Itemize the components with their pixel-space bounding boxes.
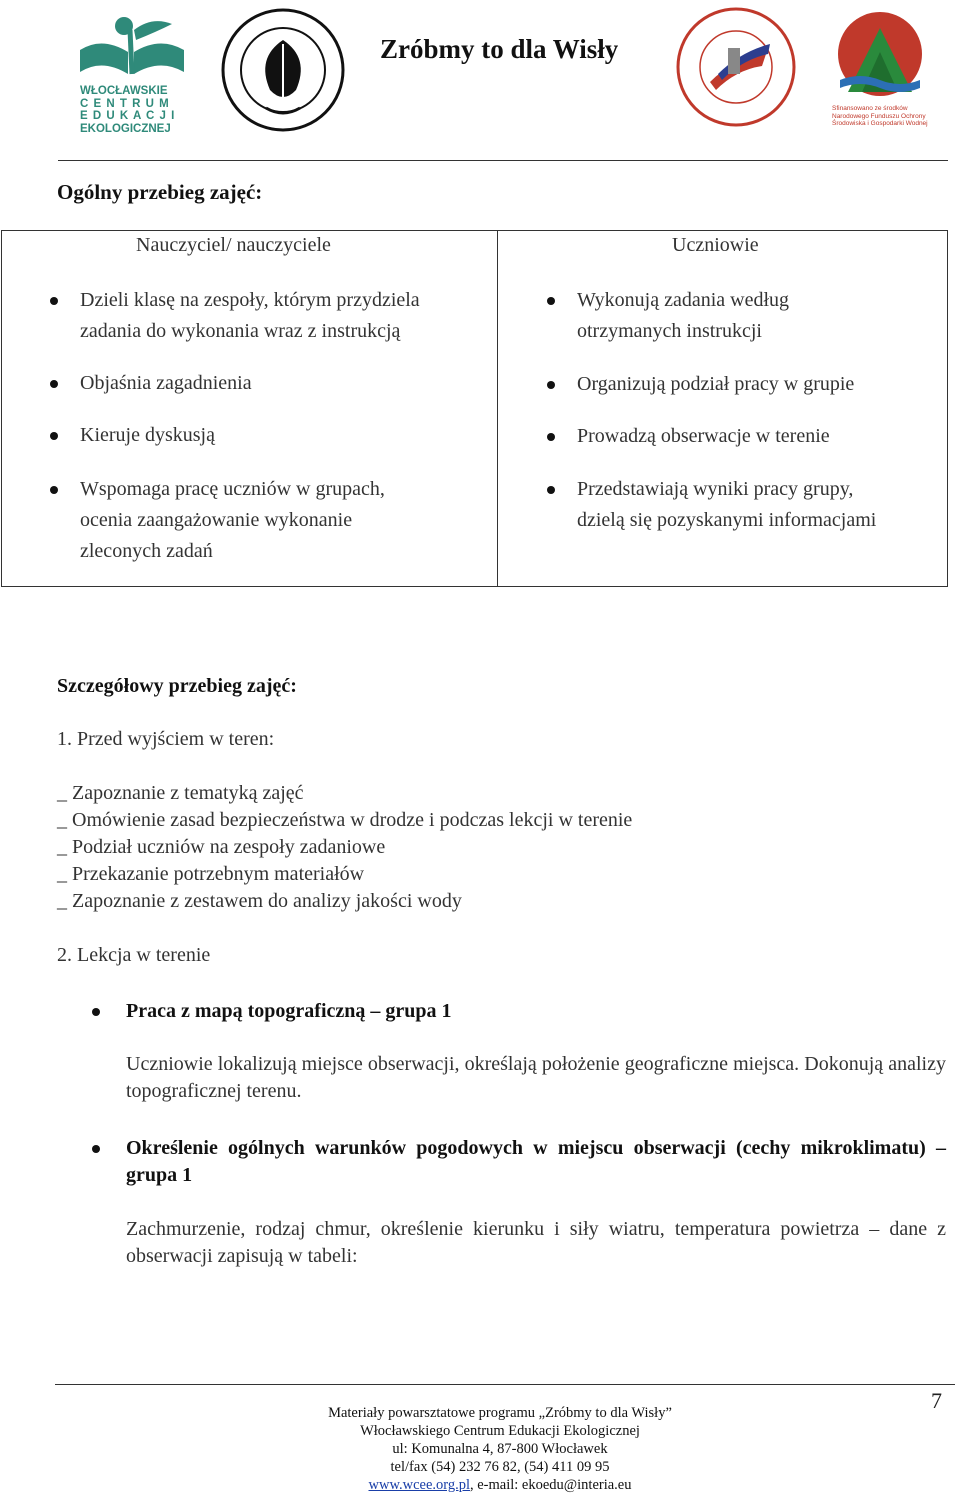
teacher-column-header: Nauczyciel/ nauczyciele [136, 234, 331, 256]
section-heading-detailed: Szczegółowy przebieg zajęć: [57, 675, 297, 697]
activity-roles-table: Nauczyciel/ nauczyciele Dzieli klasę na zespoły, którym przydziela zadania do wykonania wraz z instrukcją Objaśnia zagadnienia Kieruje dyskusją Wspomaga pracę uczniów w grupach, ocenia zaangażowanie wykonanie zleconych zadań Uczniowie Wykonują zadania według otrzymanych instrukcji Organizują podział pracy w grupie Prowadzą obserwacje w terenie Przedstawiają wyniki pracy grupy, dzielą się pozyskanymi informacjami [1, 230, 948, 587]
footer-contact [250, 1476, 750, 1494]
footer-line: Materiały powarsztatowe programu „Zróbmy to dla Wisły” [328, 1405, 672, 1421]
nfosigw-emblem-icon [832, 8, 928, 100]
page-number: 7 [931, 1388, 942, 1413]
step-2-label: 2. Lekcja w terenie [57, 944, 211, 966]
rcee-plock-logo [218, 8, 348, 133]
wcee-logo [72, 10, 192, 135]
bullet-icon [92, 1008, 100, 1016]
footer-line: tel/fax (54) 232 76 82, (54) 411 09 95 [390, 1459, 610, 1475]
footer-line: Włocławskiego Centrum Edukacji Ekologicznej [360, 1423, 640, 1439]
footer-divider [55, 1384, 955, 1385]
bullet-icon [547, 486, 555, 494]
nfosigw-logo-text: Sfinansowano ze środków Narodowego Funduszu Ochrony Środowiska i Gospodarki Wodnej [832, 105, 928, 127]
step-1-item: _ Zapoznanie z tematyką zajęć [57, 782, 304, 804]
email-text: , e-mail: ekoedu@interia.eu [469, 1477, 632, 1493]
bullet-icon [92, 1145, 100, 1153]
czp-lodz-logo [674, 4, 798, 130]
table-column-divider [497, 231, 498, 586]
footer-line: ul: Komunalna 4, 87-800 Włocławek [392, 1441, 608, 1457]
task-1-title: Praca z mapą topograficzną – grupa 1 [126, 1000, 452, 1022]
step-1-item: _ Podział uczniów na zespoły zadaniowe [57, 836, 386, 858]
bullet-icon [547, 297, 555, 305]
bullet-icon [50, 432, 58, 440]
leaf-seal-icon [218, 8, 348, 133]
bullet-icon [547, 433, 555, 441]
nfosigw-logo [832, 8, 928, 134]
task-2-text: Zachmurzenie, rodzaj chmur, określenie kierunku i siły wiatru, temperatura powietrza – dane z obserwacji zapisują w tabeli: [126, 1218, 946, 1267]
header-divider [58, 160, 948, 161]
website-link[interactable]: www.wcee.org.pl [368, 1477, 470, 1493]
bullet-icon [50, 380, 58, 388]
bullet-icon [547, 381, 555, 389]
section-heading-general: Ogólny przebieg zajęć: [57, 180, 263, 204]
center-seal-icon [674, 4, 798, 130]
wcee-book-icon [72, 10, 192, 80]
step-1-item: _ Omówienie zasad bezpieczeństwa w drodze i podczas lekcji w terenie [57, 809, 633, 831]
bullet-icon [50, 486, 58, 494]
step-1-item: _ Przekazanie potrzebnym materiałów [57, 863, 365, 885]
page-header-title: Zróbmy to dla Wisły [380, 34, 619, 64]
students-column-header: Uczniowie [672, 234, 759, 256]
step-1-item: _ Zapoznanie z zestawem do analizy jakości wody [57, 890, 462, 912]
step-1-label: 1. Przed wyjściem w teren: [57, 728, 275, 750]
footer-info [250, 1404, 750, 1494]
task-1-text: Uczniowie lokalizują miejsce obserwacji, określają położenie geograficzne miejsca. Dokonują analizy topograficznej terenu. [126, 1053, 946, 1102]
bullet-icon [50, 297, 58, 305]
wcee-logo-text: WŁOCŁAWSKIE C E N T R U M E D U K A C J I EKOLOGICZNEJ [80, 85, 176, 135]
task-2-title: Określenie ogólnych warunków pogodowych w miejscu obserwacji (cechy mikroklimatu) – grupa 1 [126, 1137, 946, 1186]
